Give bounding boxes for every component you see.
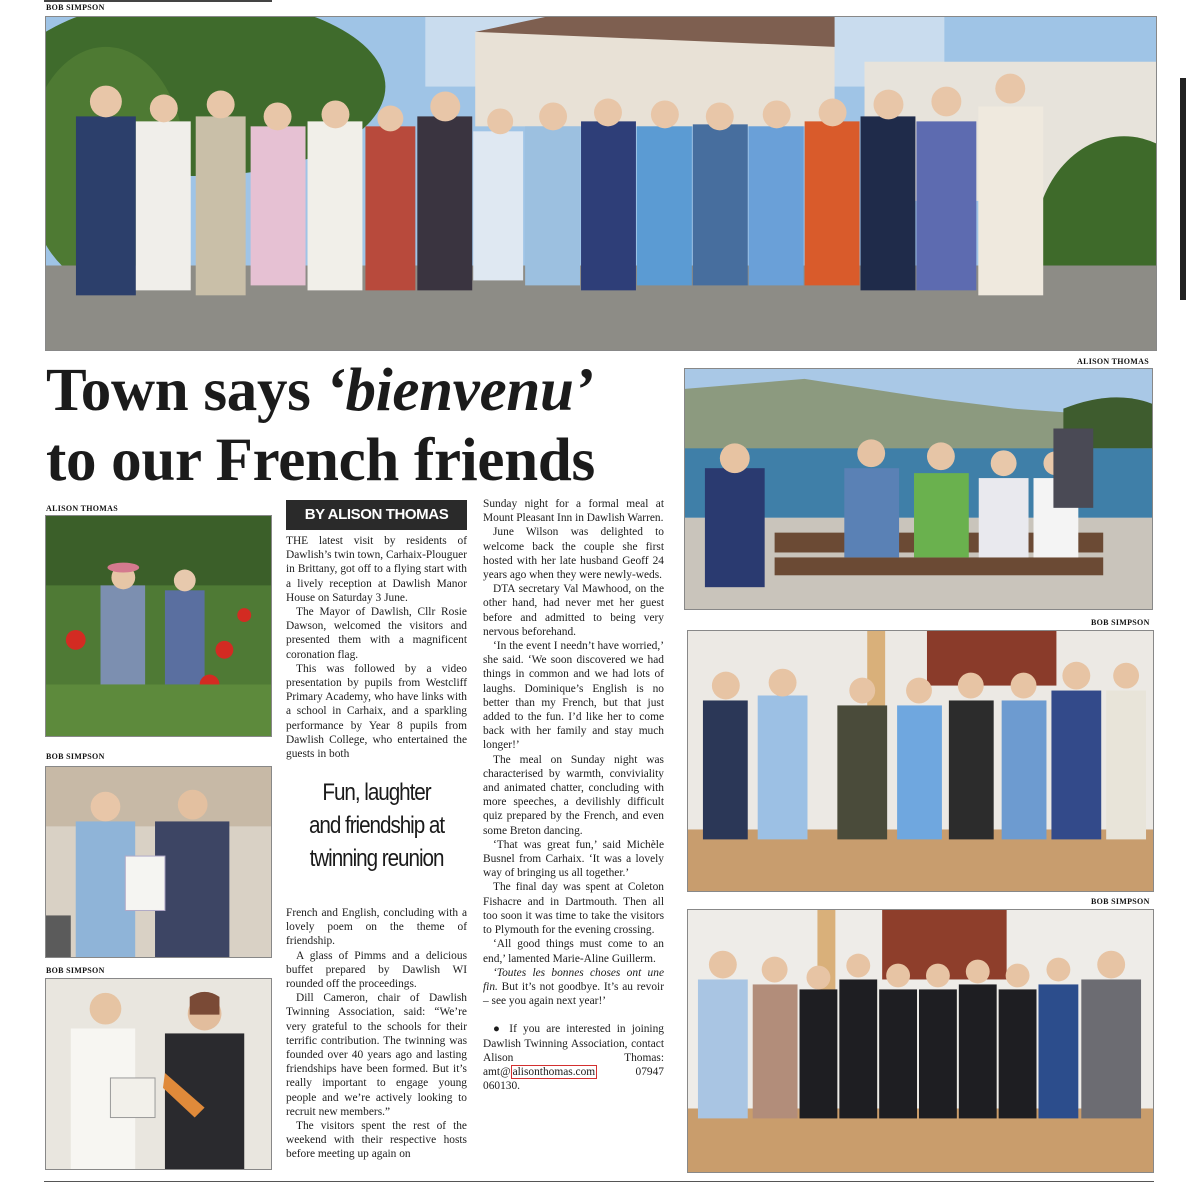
bullet-icon: ● — [493, 1023, 504, 1036]
paragraph: June Wilson was delighted to welcome back the couple she first hosted with her late husband Geoff 24 years ago when they were newly-weds. — [483, 526, 664, 582]
paragraph: The meal on Sunday night was characterised by warmth, conviviality and animated chatter, concluding with more speeches, a devilishly difficult quiz prepared by the French, and even some Breton dancing. — [483, 753, 664, 837]
article-column-1-top — [286, 534, 467, 761]
headline-line-2: to our French friends — [46, 427, 595, 494]
pull-quote-line: twinning reunion — [309, 845, 444, 872]
paragraph: ‘In the event I needn’t have worried,’ she said. ‘We soon discovered we had things in common and we had lots of laughs. Dominique’s English is no better than my French, but that just added to the fun. I’d like her to come back with her family and stay much longer!’ — [483, 640, 664, 752]
mayor-presentation-photo — [45, 766, 272, 958]
headline — [46, 356, 676, 496]
paragraph: DTA secretary Val Mawhood, on the other hand, had never met her guest before and admitted to being very nervous beforehand. — [483, 583, 664, 638]
paragraph: This was followed by a video presentation by pupils from Westcliff Primary Academy, who have links with a school in Carhaix, and a sparkling performance by Year 8 pupils from Dawlish College, who entertained the guests in both — [286, 662, 467, 761]
photo-credit-pupils: BOB SIMPSON — [1091, 897, 1150, 906]
paragraph: The final day was spent at Coleton Fishacre and in Dartmouth. Then all too soon it was time to take the visitors to Plymouth for the evening crossing. — [483, 881, 664, 937]
pupils-group-photo — [687, 909, 1154, 1173]
gift-exchange-photo — [45, 978, 272, 1170]
paragraph: French and English, concluding with a lovely poem on the theme of friendship. — [286, 907, 467, 948]
photo-credit-garden: ALISON THOMAS — [46, 504, 118, 513]
photo-credit-hall-group: BOB SIMPSON — [1091, 618, 1150, 627]
page-edge-bar — [1180, 78, 1186, 300]
closing-quote — [483, 966, 664, 1009]
contact-phone: 07947 060130. — [483, 1065, 664, 1093]
top-group-photo — [45, 16, 1157, 351]
article-column-1-bottom — [286, 906, 467, 1162]
photo-credit-top: BOB SIMPSON — [46, 3, 105, 12]
headline-line-1 — [46, 356, 676, 426]
garden-photo — [45, 515, 272, 737]
paragraph: ‘That was great fun,’ said Michèle Busnel from Carhaix. ‘It was a lovely way of bringing us all together.’ — [483, 838, 664, 880]
closing-quote-rest: But it’s not goodbye. It’s au revoir – see you again next year!’ — [483, 980, 664, 1008]
email-link[interactable]: alisonthomas.com — [512, 1065, 596, 1078]
pull-quote-line: Fun, laughter — [322, 779, 431, 806]
byline: BY ALISON THOMAS — [286, 500, 467, 530]
article-column-2 — [483, 497, 664, 1093]
headline-line-1-start: Town says — [46, 357, 326, 424]
closing-quote-italic: ‘Toutes les bonnes choses ont une fin. — [483, 966, 664, 993]
photo-credit-mayor: BOB SIMPSON — [46, 752, 105, 761]
paragraph: The visitors spent the rest of the weekend with their respective hosts before meeting up again on — [286, 1120, 467, 1161]
harbour-bench-photo — [684, 368, 1153, 610]
photo-credit-gift: BOB SIMPSON — [46, 966, 105, 975]
paragraph: A glass of Pimms and a delicious buffet prepared by Dawlish WI rounded off the proceedings. — [286, 949, 467, 991]
pull-quote — [299, 776, 455, 875]
pull-quote-line: and friendship at — [308, 812, 445, 839]
hall-group-photo — [687, 630, 1154, 892]
paragraph: THE latest visit by residents of Dawlish’s twin town, Carhaix-Plouguer in Brittany, got off to a flying start with a lively reception at Dawlish Manor House on Saturday 3 June. — [286, 535, 467, 604]
top-rule — [44, 0, 272, 2]
paragraph: Dill Cameron, chair of Dawlish Twinning Association, said: “We’re very grateful to the schools for their terrific contribution. The twinning was founded over 40 years ago and lasting friendships have been formed. But it’s really important to engage young people and we’re actively looking to recruit new members.” — [286, 992, 467, 1118]
paragraph: Sunday night for a formal meal at Mount Pleasant Inn in Dawlish Warren. — [483, 498, 664, 525]
bottom-rule — [44, 1181, 1154, 1182]
photo-credit-harbour: ALISON THOMAS — [1077, 357, 1149, 366]
contact-note — [483, 1022, 664, 1093]
contact-text: If you are interested in joining Dawlish Twinning Association, contact Alison Thomas: amt@ — [483, 1023, 664, 1078]
headline-italic-word: ‘bienvenu’ — [325, 357, 594, 424]
paragraph: The Mayor of Dawlish, Cllr Rosie Dawson, welcomed the visitors and presented them with a magnificent coronation flag. — [286, 606, 467, 661]
paragraph: ‘All good things must come to an end,’ lamented Marie-Aline Guillerm. — [483, 938, 664, 965]
